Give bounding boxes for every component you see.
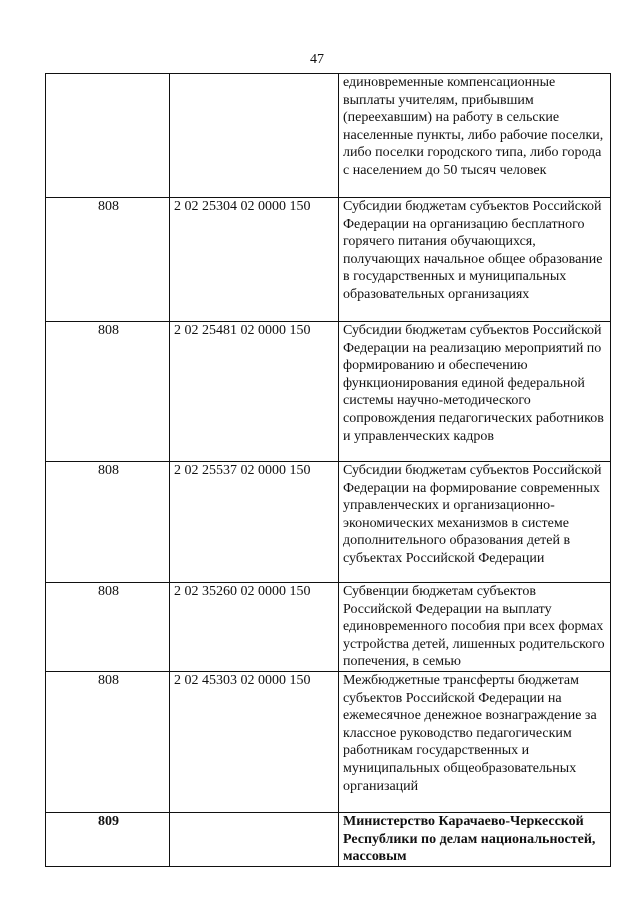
page-number: 47	[310, 52, 324, 67]
table-row	[46, 583, 611, 672]
budget-classification-code-cell: 2 02 35260 02 0000 150	[170, 583, 339, 672]
revenue-name-cell: Министерство Карачаево-Черкесской Республики по делам национальностей, массовым	[339, 812, 611, 866]
revenue-name-cell: Межбюджетные трансферты бюджетам субъектов Российской Федерации на ежемесячное денежное вознаграждение за классное руководство педагогическим работникам государственных и муниципальных общеобразовательных организаций	[339, 671, 611, 812]
revenue-name-cell: единовременные компенсационные выплаты учителям, прибывшим (переехавшим) на работу в сельские населенные пункты, либо рабочие поселки, либо поселки городского типа, либо города с населением до 50 тысяч человек	[339, 74, 611, 198]
budget-classification-code-cell	[170, 812, 339, 866]
admin-code-cell: 808	[46, 462, 170, 583]
table-row	[46, 322, 611, 462]
table-row	[46, 74, 611, 198]
revenue-name-cell: Субвенции бюджетам субъектов Российской Федерации на выплату единовременного пособия при всех формах устройства детей, лишенных родительского попечения, в семью	[339, 583, 611, 672]
table-row	[46, 462, 611, 583]
admin-code-cell: 808	[46, 583, 170, 672]
budget-classification-code-cell	[170, 74, 339, 198]
budget-classification-code-cell: 2 02 45303 02 0000 150	[170, 671, 339, 812]
table-row	[46, 671, 611, 812]
admin-code-cell: 808	[46, 322, 170, 462]
budget-classification-code-cell: 2 02 25481 02 0000 150	[170, 322, 339, 462]
revenue-name-cell: Субсидии бюджетам субъектов Российской Федерации на реализацию мероприятий по формированию и обеспечению функционирования единой федеральной системы научно-методического сопровождения педагогических работников и управленческих кадров	[339, 322, 611, 462]
admin-code-cell	[46, 74, 170, 198]
revenue-name-cell: Субсидии бюджетам субъектов Российской Федерации на организацию бесплатного горячего питания обучающихся, получающих начальное общее образование в государственных и муниципальных образовательных организациях	[339, 198, 611, 322]
budget-classification-code-cell: 2 02 25304 02 0000 150	[170, 198, 339, 322]
admin-code-cell: 808	[46, 198, 170, 322]
admin-code-cell: 808	[46, 671, 170, 812]
budget-classification-code-cell: 2 02 25537 02 0000 150	[170, 462, 339, 583]
admin-code-cell: 809	[46, 812, 170, 866]
table-row	[46, 198, 611, 322]
budget-codes-table	[45, 73, 611, 867]
table-row	[46, 812, 611, 866]
revenue-name-cell: Субсидии бюджетам субъектов Российской Федерации на формирование современных управленческих и организационно-экономических механизмов в системе дополнительного образования детей в субъектах Российской Федерации	[339, 462, 611, 583]
